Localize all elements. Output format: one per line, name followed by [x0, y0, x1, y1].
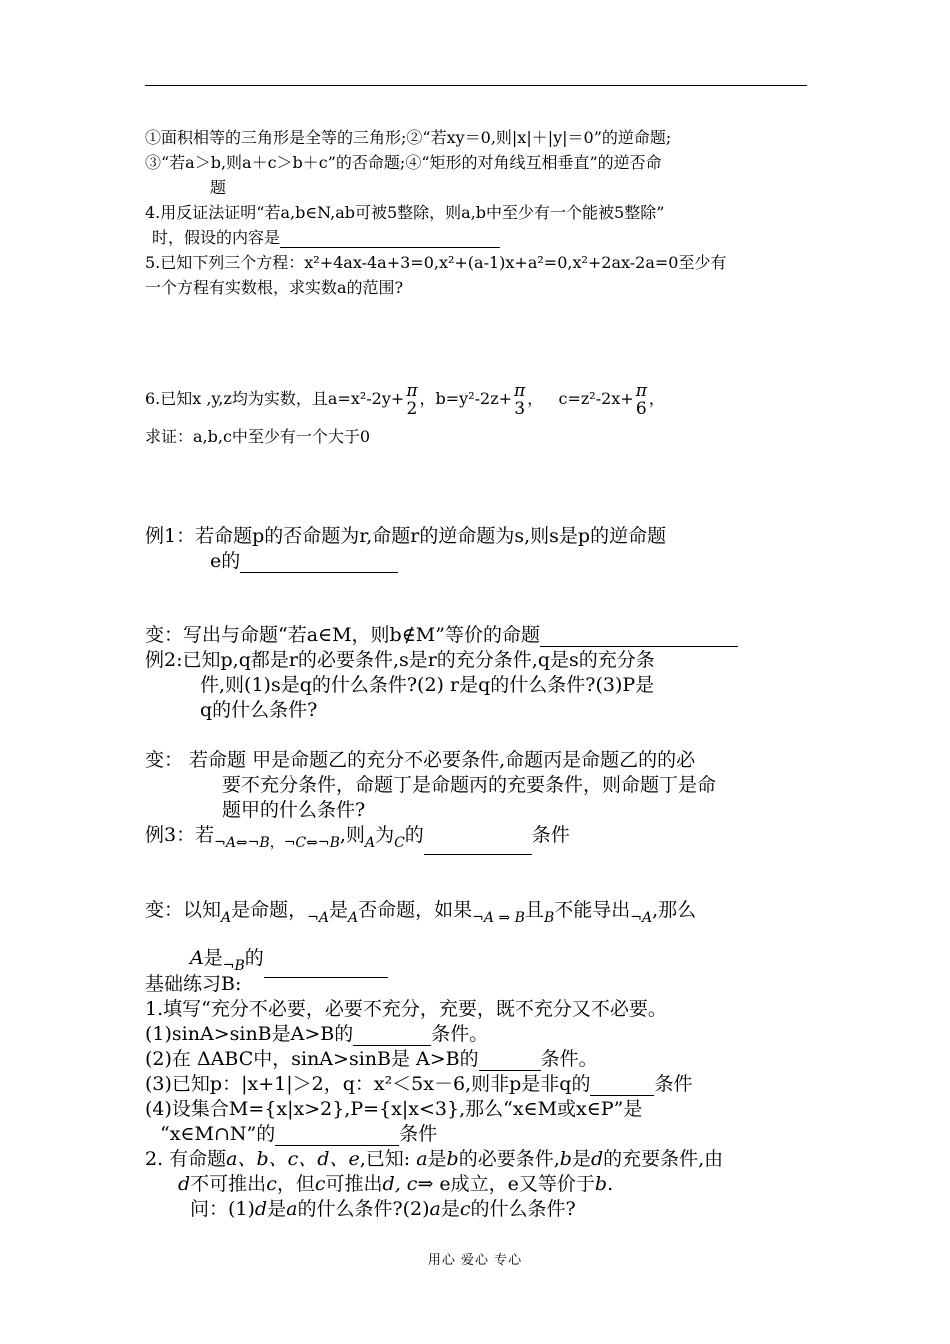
text: 条件。 [431, 1023, 489, 1045]
text: 的什么条件?(2) [297, 1198, 430, 1220]
math: a、b、c、d、e [226, 1148, 360, 1170]
math: A [190, 947, 204, 969]
text-line [145, 1022, 488, 1046]
math: A [221, 910, 232, 926]
text: 是 [571, 1148, 591, 1170]
text: 可推出 [325, 1173, 383, 1195]
text: 且 [524, 899, 544, 921]
answer-blank[interactable] [540, 628, 738, 647]
text: ，但 [276, 1173, 315, 1195]
text: ⇒ e成立，e又等价于 [417, 1173, 595, 1195]
text-line: 题甲的什么条件? [222, 799, 366, 821]
math: c [406, 1173, 418, 1195]
fraction [406, 382, 417, 418]
denominator: 2 [406, 398, 418, 419]
math: d [590, 1148, 604, 1170]
math: b [446, 1148, 459, 1170]
question-2 [145, 1147, 723, 1171]
text: 时，假设的内容是 [152, 228, 281, 247]
text-line: q的什么条件? [200, 699, 318, 721]
fraction [636, 382, 647, 418]
math: c [314, 1173, 326, 1195]
math: ¬A ⇒ B [472, 910, 525, 926]
page-footer: 用心 爱心 专心 [427, 1253, 523, 1268]
fraction [514, 382, 525, 418]
numerator: π [406, 380, 418, 401]
text: 为 [375, 824, 395, 846]
text: 变：以知 [145, 899, 222, 921]
text: 条件 [399, 1123, 438, 1145]
math: A [348, 910, 359, 926]
numerator: π [514, 380, 526, 401]
text-line: 1.填写“充分不必要，必要不充分，充要，既不充分又不必要。 [145, 998, 667, 1020]
text: 是 [267, 1198, 287, 1220]
text-line: 一个方程有实数根，求实数a的范围? [145, 278, 404, 297]
answer-blank[interactable] [353, 1027, 431, 1046]
text: ,已知: [359, 1148, 417, 1170]
text-line: 5.已知下列三个方程：x²+4ax-4a+3=0,x²+(a-1)x+a²=0,x²+2ax-2a=0至少有 [145, 253, 727, 272]
text: 的充要条件,由 [603, 1148, 724, 1170]
text-line [160, 1122, 437, 1146]
text-line: 要不充分条件，命题丁是命题丙的充要条件，则命题丁是命 [222, 774, 717, 796]
text-line [152, 228, 500, 248]
math: d [178, 1173, 191, 1195]
answer-blank[interactable] [479, 1052, 541, 1071]
text: ,则 [339, 824, 365, 846]
math: c [266, 1173, 277, 1195]
text-line: 例2:已知p,q都是r的必要条件,s是r的充分条件,q是s的充分条 [145, 649, 655, 671]
text: 2. 有命题 [145, 1148, 227, 1170]
text: . [607, 1173, 614, 1195]
answer-blank[interactable] [280, 229, 500, 248]
text-line: 求证：a,b,c中至少有一个大于0 [145, 427, 371, 446]
text: 条件 [531, 824, 570, 846]
text: 是命题， [231, 899, 308, 921]
math: d [254, 1198, 268, 1220]
text: 不可推出 [190, 1173, 267, 1195]
text: 的必要条件, [458, 1148, 560, 1170]
text: 是 [440, 1198, 460, 1220]
text: ,那么 [652, 899, 697, 921]
denominator: 6 [635, 398, 647, 419]
text: 条件 [654, 1073, 693, 1095]
text: 是 [329, 899, 349, 921]
answer-blank[interactable] [275, 1127, 399, 1146]
denominator: 3 [514, 398, 526, 419]
text: 问：(1) [190, 1198, 255, 1220]
answer-blank[interactable] [424, 836, 532, 855]
text: (3)已知p：|x+1|＞2，q：x²＜5x－6,则非p是非q的 [145, 1073, 591, 1095]
text: 6.已知x ,y,z均为实数，且a=x²-2y+ [145, 389, 405, 408]
text-line [145, 623, 738, 647]
text: ， [648, 389, 665, 408]
text: ，b=y²-2z+ [419, 389, 513, 408]
math: ¬A [307, 910, 329, 926]
text-line: (4)设集合M={x|x>2},P={x|x<3},那么“x∈M或x∈P”是 [145, 1098, 643, 1120]
header-rule [145, 85, 807, 86]
text: 的 [244, 947, 264, 969]
text: ， [269, 835, 284, 851]
text-line: 4.用反证法证明“若a,b∈N,ab可被5整除，则a,b中至少有一个能被5整除” [145, 203, 665, 222]
text-line [145, 1047, 598, 1071]
section-heading: 基础练习B: [145, 973, 242, 995]
variation-3 [145, 898, 696, 930]
math: ¬A⇔¬B [214, 835, 270, 851]
question-6 [145, 378, 665, 420]
math: a [286, 1198, 298, 1220]
math: a [416, 1148, 428, 1170]
text-line [210, 549, 398, 573]
numerator: π [635, 380, 647, 401]
text: (2)在 ΔABC中，sinA>sinB是 A>B的 [145, 1048, 479, 1070]
text: 的 [404, 824, 424, 846]
math: b [559, 1148, 572, 1170]
text: e的 [210, 550, 241, 572]
math: B [543, 910, 555, 926]
text-line [145, 1072, 692, 1096]
text-line: 例1：若命题p的否命题为r,命题r的逆命题为s,则s是p的逆命题 [145, 525, 667, 547]
text-line: 题 [210, 178, 227, 197]
answer-blank[interactable] [264, 959, 388, 978]
text-line: 件,则(1)s是q的什么条件?(2) r是q的什么条件?(3)P是 [200, 674, 655, 696]
text: 例3：若 [145, 824, 215, 846]
text: (1)sinA>sinB是A>B的 [145, 1023, 354, 1045]
text-line: 变： 若命题 甲是命题乙的充分不必要条件,命题丙是命题乙的的必 [145, 749, 696, 771]
text-line: ①面积相等的三角形是全等的三角形;②“若xy＝0,则|x|＋|y|＝0”的逆命题; [145, 128, 672, 147]
math: b [594, 1173, 608, 1195]
text: 不能导出 [554, 899, 631, 921]
text-line [190, 1197, 576, 1221]
math: A [364, 835, 376, 851]
text: 变：写出与命题“若a∈M，则b∉M”等价的命题 [145, 624, 540, 646]
math: C [394, 835, 405, 851]
math: ¬B [222, 958, 245, 974]
math: a [429, 1198, 441, 1220]
math: c [459, 1198, 471, 1220]
text: 是 [203, 947, 223, 969]
text: 否命题，如果 [358, 899, 473, 921]
example-3 [145, 823, 570, 855]
text: 条件。 [540, 1048, 598, 1070]
text: “x∈M∩N”的 [160, 1123, 276, 1145]
text: 的什么条件? [470, 1198, 576, 1220]
text: 是 [427, 1148, 447, 1170]
answer-blank[interactable] [590, 1077, 654, 1096]
math: ¬A [630, 910, 653, 926]
text-line: ③“若a＞b,则a＋c＞b＋c”的否命题;④“矩形的对角线互相垂直”的逆否命 [145, 153, 662, 172]
math: ¬C⇔¬B [283, 835, 340, 851]
math: d, [382, 1173, 401, 1195]
answer-blank[interactable] [240, 554, 398, 573]
text-line [178, 1172, 613, 1196]
text: ， c=z²-2x+ [527, 389, 634, 408]
